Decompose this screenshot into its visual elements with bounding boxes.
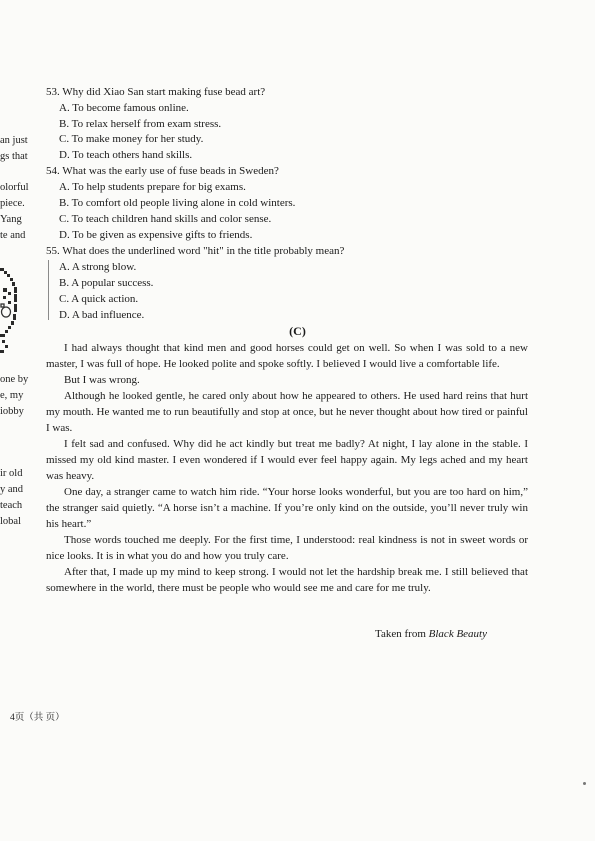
margin-fragment: lobal <box>0 516 21 527</box>
margin-fragment: olorful <box>0 182 29 193</box>
question-54-stem: 54. What was the early use of fuse beads in Sweden? <box>46 165 279 177</box>
margin-fragment: teach <box>0 500 23 511</box>
margin-fragment: Yang <box>0 214 22 225</box>
margin-fragment: te and <box>0 230 26 241</box>
pixel-art-image-fragment <box>0 266 18 358</box>
source-prefix: Taken from <box>375 628 429 640</box>
margin-fragment: ir old <box>0 468 23 479</box>
passage-paragraph: Those words touched me deeply. For the first time, I understood: real kindness is not in sweet words or nice looks. It is in what you do and how you truly care. <box>46 534 528 562</box>
passage-paragraph: One day, a stranger came to watch him ride. “Your horse looks wonderful, but you are too hard on him,” the stranger said quietly. “A horse isn’t a machine. If you’re only kind on the outside, you’ll never truly win his heart.” <box>46 486 528 530</box>
question-53-option-d: D. To teach others hand skills. <box>59 149 193 161</box>
passage-paragraph: After that, I made up my mind to keep strong. I would not let the hardship break me. I still believed that somewhere in the world, there must be people who would see me and care for me truly. <box>46 566 528 594</box>
question-53-option-b: B. To relax herself from exam stress. <box>59 118 222 130</box>
passage-paragraph: I had always thought that kind men and good horses could get on well. So when I was sold to a new master, I was full of hope. He looked polite and spoke softly. I believed I would live a comfortable life. <box>46 342 528 370</box>
section-heading: (C) <box>289 324 306 338</box>
margin-fragment: gs that <box>0 151 28 162</box>
question-55-option-d: D. A bad influence. <box>59 309 145 321</box>
margin-fragment: piece. <box>0 198 25 209</box>
reading-passage <box>46 340 528 596</box>
margin-fragment: e, my <box>0 390 24 401</box>
question-53-stem: 53. Why did Xiao San start making fuse bead art? <box>46 86 266 98</box>
question-53-option-c: C. To make money for her study. <box>59 133 204 145</box>
question-55-option-c: C. A quick action. <box>59 293 139 305</box>
margin-fragment: y and <box>0 484 24 495</box>
source-title: Black Beauty <box>428 628 487 640</box>
margin-fragment: iobby <box>0 406 24 417</box>
passage-paragraph: Although he looked gentle, he cared only about how he appeared to others. He used hard reins that hurt my mouth. He wanted me to run beautifully and stop at once, but he never thought about how tired or painful I was. <box>46 390 528 434</box>
question-54-option-a: A. To help students prepare for big exams. <box>59 181 246 193</box>
scan-speck <box>583 782 586 785</box>
question-54-option-b: B. To comfort old people living alone in cold winters. <box>59 197 296 209</box>
question-54-option-d: D. To be given as expensive gifts to friends. <box>59 229 253 241</box>
margin-fragment: one by <box>0 374 29 385</box>
page-number: 4页（共 页） <box>10 713 65 723</box>
question-55-option-a: A. A strong blow. <box>59 261 137 273</box>
question-55-option-b: B. A popular success. <box>59 277 154 289</box>
question-54-option-c: C. To teach children hand skills and color sense. <box>59 213 272 225</box>
answer-margin-mark <box>48 260 49 320</box>
question-53-option-a: A. To become famous online. <box>59 102 189 114</box>
passage-source <box>375 627 487 641</box>
passage-paragraph: But I was wrong. <box>64 374 140 386</box>
margin-fragment: an just <box>0 135 28 146</box>
question-55-stem: 55. What does the underlined word "hit" in the title probably mean? <box>46 245 345 257</box>
passage-paragraph: I felt sad and confused. Why did he act kindly but treat me badly? At night, I lay alone in the stable. I missed my old kind master. I even wondered if I would ever feel happy again. My legs ached and my heart was heavy. <box>46 438 528 482</box>
